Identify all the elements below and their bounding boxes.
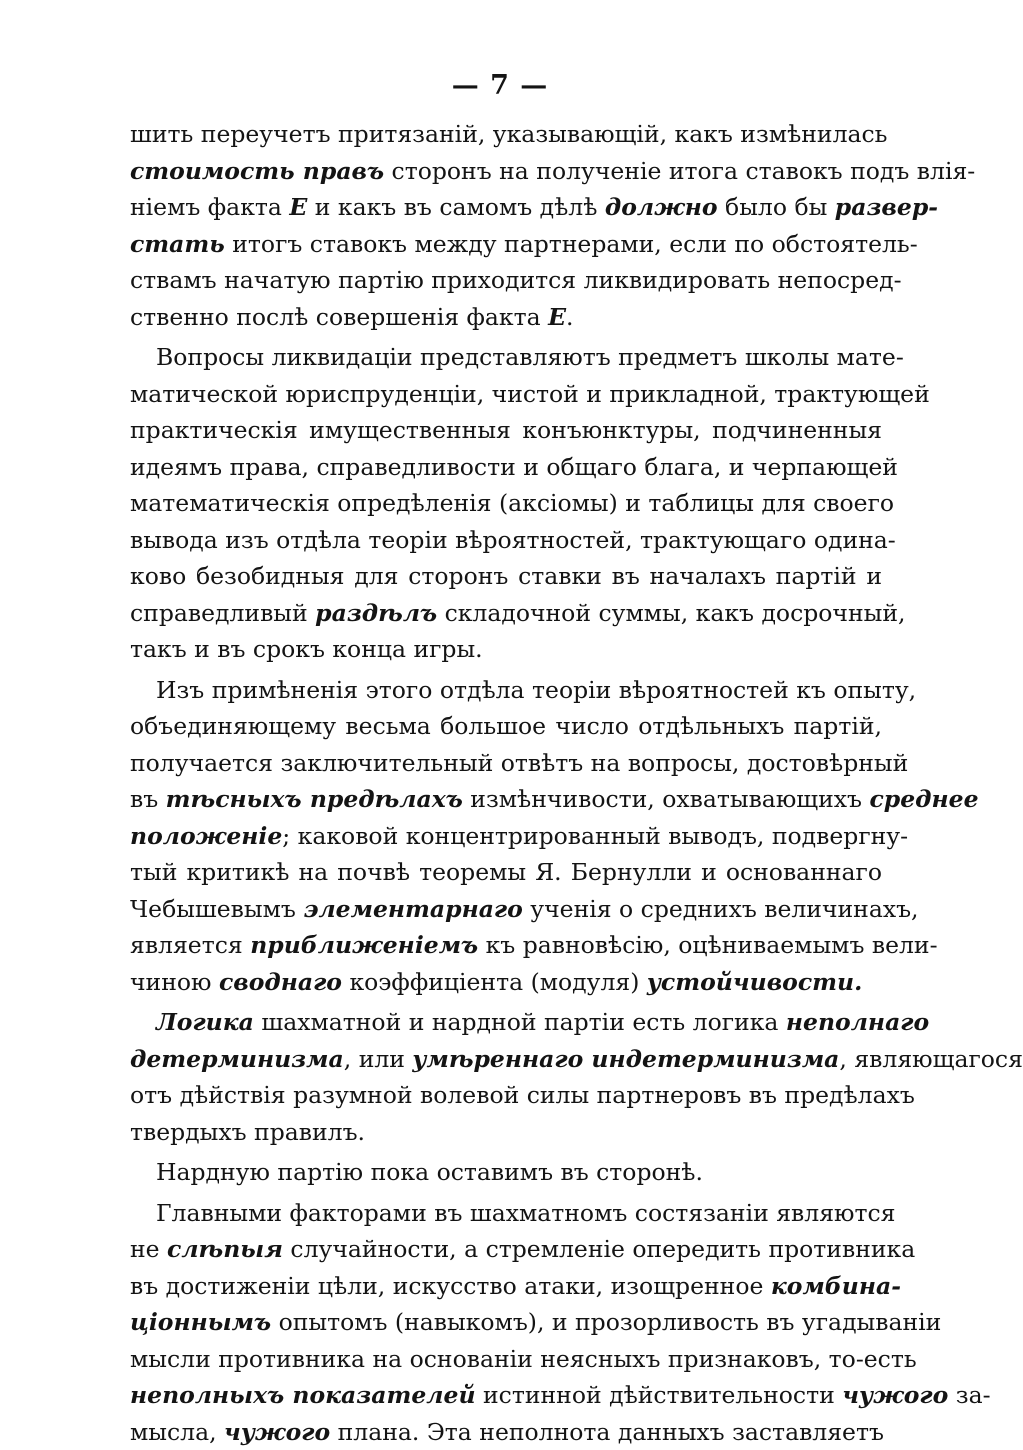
text-segment: твердыхъ правилъ. [130,1118,365,1146]
text-line [130,1231,882,1268]
text-line [130,631,882,668]
text-line [130,1341,882,1378]
text-line [130,376,882,413]
emphasis-text: устойчивости. [647,968,862,996]
text-line [130,299,882,336]
text-line [130,1114,882,1151]
text-segment: математическія опредѣленія (аксіомы) и таблицы для своего [130,489,894,517]
emphasis-text: приближеніемъ [250,931,478,959]
text-segment: . [566,303,573,331]
text-line [130,1077,882,1114]
text-segment: не [130,1235,167,1263]
text-segment: измѣнчивости, охватывающихъ [463,785,870,813]
text-segment: коэффиціента (модуля) [342,968,647,996]
text-line [130,672,882,709]
text-line [130,153,882,190]
emphasis-text: Логика [156,1008,254,1036]
text-segment: является [130,931,250,959]
emphasis-text: среднее [869,785,978,813]
text-segment: плана. Эта неполнота данныхъ заставляетъ [330,1418,884,1446]
text-segment: опытомъ (навыкомъ), и прозорливость въ угадываніи [271,1308,941,1336]
text-segment: тый критикѣ на почвѣ теоремы Я. Бернулли и основаннаго [130,858,882,886]
text-line [130,854,882,891]
emphasis-text: E [289,193,307,221]
text-line [130,1041,882,1078]
text-segment: было бы [718,193,835,221]
text-line [130,964,882,1001]
text-line [130,708,882,745]
text-segment: чиною [130,968,219,996]
text-segment: ученія о среднихъ величинахъ, [523,895,919,923]
text-segment: ствамъ начатую партію приходится ликвидировать непосред- [130,266,902,294]
emphasis-text: должно [605,193,718,221]
emphasis-text: детерминизма [130,1045,344,1073]
emphasis-text: стоимость правъ [130,157,384,185]
text-segment: случайности, а стремленіе опередить противника [283,1235,915,1263]
text-line [130,1268,882,1305]
text-segment: за- [948,1381,990,1409]
text-line [130,1004,882,1041]
text-segment: матической юриспруденціи, чистой и прикладной, трактующей [130,380,930,408]
text-segment: вывода изъ отдѣла теоріи вѣроятностей, трактующаго одина- [130,526,896,554]
text-segment: , или [344,1045,413,1073]
emphasis-text: стать [130,230,225,258]
text-segment: въ [130,785,166,813]
emphasis-text: развер- [835,193,938,221]
text-line [130,781,882,818]
text-line [130,189,882,226]
emphasis-text: своднаго [219,968,342,996]
text-segment: отъ дѣйствія разумной волевой силы партнеровъ въ предѣлахъ [130,1081,915,1109]
text-line [130,1304,882,1341]
text-line [130,339,882,376]
text-line [130,226,882,263]
text-segment: ; каковой концентрированный выводъ, подвергну- [282,822,908,850]
text-segment: идеямъ права, справедливости и общаго блага, и черпающей [130,453,898,481]
text-segment: ственно послѣ совершенія факта [130,303,548,331]
text-line [130,1154,882,1191]
text-segment: Вопросы ликвидаціи представляютъ предметъ школы мате- [156,343,904,371]
text-line [130,1195,882,1232]
text-segment: ково безобидныя для сторонъ ставки въ началахъ партій и [130,562,882,590]
text-line [130,485,882,522]
emphasis-text: положеніе [130,822,282,850]
text-segment: Нардную партію пока оставимъ въ сторонѣ. [156,1158,703,1186]
text-line [130,262,882,299]
text-segment: въ достиженіи цѣли, искусство атаки, изощренное [130,1272,771,1300]
text-line [130,818,882,855]
text-segment: сторонъ на полученіе итога ставокъ подъ влія- [384,157,975,185]
text-segment: Главными факторами въ шахматномъ состязаніи являются [156,1199,895,1227]
text-line [130,1414,882,1450]
text-line [130,449,882,486]
text-segment: ніемъ факта [130,193,289,221]
text-line [130,745,882,782]
text-segment: итогъ ставокъ между партнерами, если по обстоятель- [225,230,918,258]
emphasis-text: ціоннымъ [130,1308,271,1336]
emphasis-text: чужого [842,1381,948,1409]
text-segment: истинной дѣйствительности [476,1381,843,1409]
emphasis-text: комбина- [771,1272,901,1300]
emphasis-text: чужого [224,1418,330,1446]
text-segment: мысла, [130,1418,224,1446]
page-number: — 7 — [0,70,1000,101]
text-segment: мысли противника на основаніи неясныхъ признаковъ, то-есть [130,1345,917,1373]
emphasis-text: раздѣлъ [315,599,437,627]
text-body [130,116,882,1450]
text-segment: и какъ въ самомъ дѣлѣ [307,193,605,221]
text-line [130,891,882,928]
text-segment: шить переучетъ притязаній, указывающій, какъ измѣнилась [130,120,887,148]
emphasis-text: E [548,303,566,331]
emphasis-text: неполнаго [786,1008,929,1036]
text-line [130,595,882,632]
text-segment: получается заключительный отвѣтъ на вопросы, достовѣрный [130,749,908,777]
text-segment: практическія имущественныя конъюнктуры, подчиненныя [130,416,882,444]
text-line [130,1377,882,1414]
emphasis-text: элементарнаго [303,895,523,923]
emphasis-text: тѣсныхъ предѣлахъ [166,785,463,813]
text-segment: шахматной и нардной партіи есть логика [254,1008,786,1036]
text-segment: къ равновѣсію, оцѣниваемымъ вели- [478,931,937,959]
text-line [130,412,882,449]
text-segment: складочной суммы, какъ досрочный, [437,599,905,627]
text-line [130,558,882,595]
text-segment: объединяющему весьма большое число отдѣльныхъ партій, [130,712,882,740]
emphasis-text: слѣпыя [167,1235,283,1263]
text-segment: Изъ примѣненія этого отдѣла теоріи вѣроятностей къ опыту, [156,676,916,704]
emphasis-text: неполныхъ показателей [130,1381,476,1409]
text-segment: такъ и въ срокъ конца игры. [130,635,483,663]
text-line [130,927,882,964]
text-segment: , являющагося [839,1045,1023,1073]
text-line [130,116,882,153]
text-segment: Чебышевымъ [130,895,303,923]
text-line [130,522,882,559]
text-segment: справедливый [130,599,315,627]
emphasis-text: умѣреннаго индетерминизма [412,1045,839,1073]
